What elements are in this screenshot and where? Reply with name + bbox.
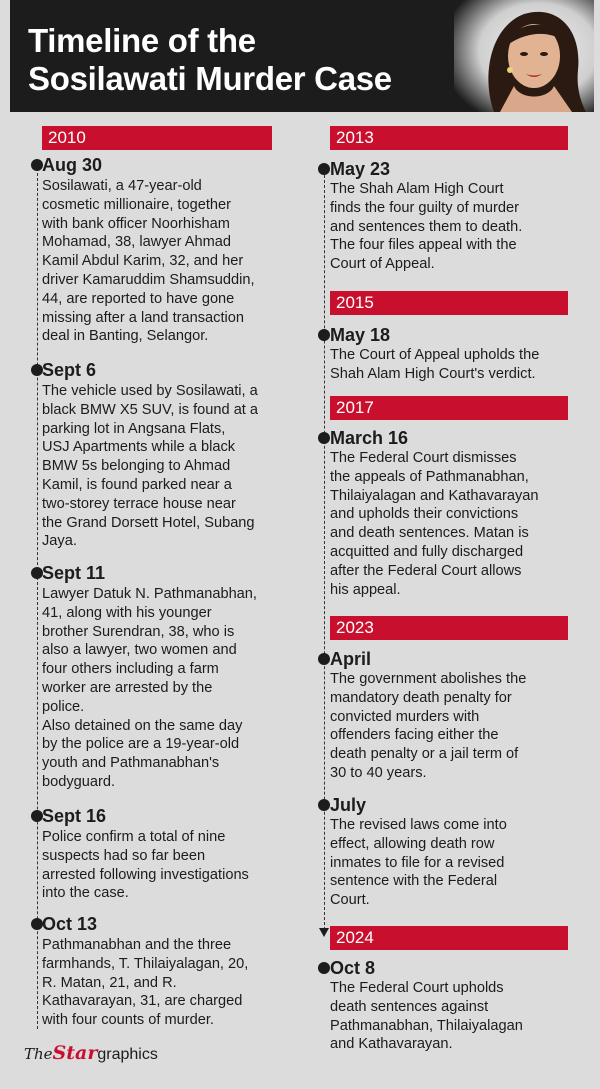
timeline-dot (318, 653, 330, 665)
event-date: Oct 13 (42, 914, 98, 934)
year-2023: 2023 (330, 616, 568, 640)
timeline-arrow-icon (319, 928, 329, 937)
header-banner (10, 0, 594, 112)
timeline-dot (318, 962, 330, 974)
event-date: March 16 (330, 428, 409, 448)
logo-star: Star (52, 1042, 98, 1064)
event-date: May 18 (330, 325, 391, 345)
year-2010: 2010 (42, 126, 272, 150)
event-description: Sosilawati, a 47-year-old cosmetic millionaire, together with bank officer Noorhisham Mohamad, 38, lawyer Ahmad Kamil Abdul Karim, 32, and her driver Kamaruddim Shamsuddin, 44, are reported to have gone missing after a land transaction deal in Banting, Selangor. (42, 178, 255, 345)
logo-the: The (24, 1045, 53, 1063)
event-description: The vehicle used by Sosilawati, a black BMW X5 SUV, is found at a parking lot in Angsana Flats, USJ Apartments while a black BMW 5s belonging to Ahmad Kamil, is found parked near a two-storey terrace house near the Grand Dorsett Hotel, Subang Jaya. (42, 383, 259, 550)
timeline-dot (318, 799, 330, 811)
year-2013: 2013 (330, 126, 568, 150)
event-date: April (330, 649, 372, 669)
timeline-dot (318, 329, 330, 341)
event-date: May 23 (330, 159, 391, 179)
event-description: Lawyer Datuk N. Pathmanabhan, 41, along with his younger brother Surendran, 38, who is also a lawyer, two women and four others including a farm worker are arrested by the police. Also detained on the same day by the police are a 19-year-old youth and Pathmanabhan's bodyguard. (42, 586, 257, 790)
timeline-dot (318, 163, 330, 175)
title-line-1: Timeline of the (28, 22, 256, 59)
year-2024: 2024 (330, 926, 568, 950)
timeline-dot (318, 432, 330, 444)
event-description: The revised laws come into effect, allowing death row inmates to file for a revised sentence with the Federal Court. (330, 817, 507, 909)
timeline-line-right (324, 170, 325, 930)
event-date: Sept 6 (42, 360, 97, 380)
event-date: Oct 8 (330, 958, 376, 978)
event-description: The Federal Court upholds death sentences against Pathmanabhan, Thilaiyalagan and Kathavarayan. (330, 980, 523, 1053)
event-description: The government abolishes the mandatory death penalty for convicted murders with offenders facing either the death penalty or a jail term of 30 to 40 years. (330, 671, 527, 781)
year-2015: 2015 (330, 291, 568, 315)
event-description: The Court of Appeal upholds the Shah Alam High Court's verdict. (330, 347, 540, 382)
event-date: Aug 30 (42, 155, 103, 175)
the-star-graphics-logo (24, 1042, 158, 1072)
event-date: Sept 16 (42, 806, 107, 826)
title-line-2: Sosilawati Murder Case (28, 60, 392, 97)
event-description: Pathmanabhan and the three farmhands, T. Thilaiyalagan, 20, R. Matan, 21, and R. Kathavarayan, 31, are charged with four counts of murder. (42, 937, 249, 1029)
logo-graphics: graphics (97, 1046, 158, 1063)
page-title (28, 22, 392, 98)
event-date: Sept 11 (42, 563, 106, 583)
year-2017: 2017 (330, 396, 568, 420)
event-description: The Federal Court dismisses the appeals of Pathmanabhan, Thilaiyalagan and Kathavarayan and upholds their convictions and death sentences. Matan is acquitted and fully discharged after the Federal Court allows his appeal. (330, 450, 539, 598)
event-date: July (330, 795, 367, 815)
portrait-photo (454, 0, 594, 112)
event-description: The Shah Alam High Court finds the four guilty of murder and sentences them to death. The four files appeal with the Court of Appeal. (330, 181, 523, 273)
event-description: Police confirm a total of nine suspects had so far been arrested following investigations into the case. (42, 829, 249, 902)
timeline-line-left (37, 163, 38, 1029)
